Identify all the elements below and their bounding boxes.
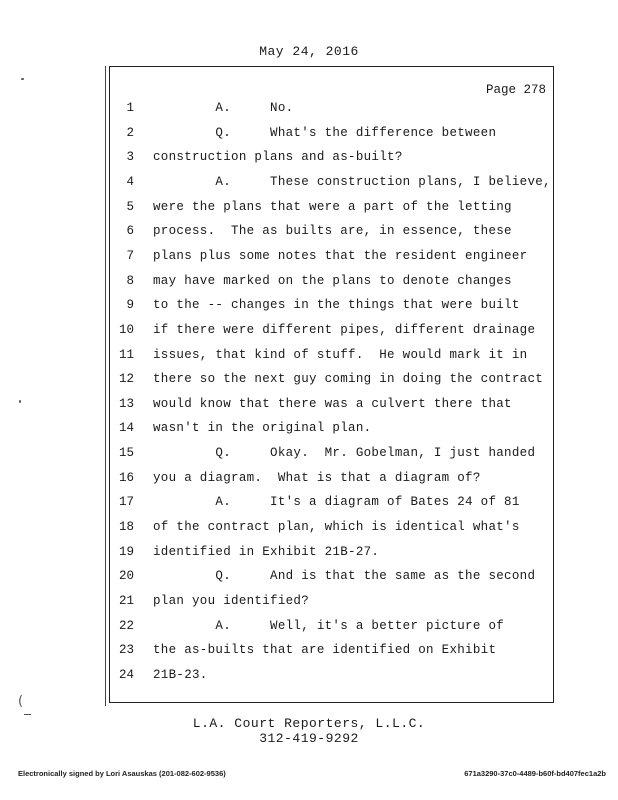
- transcript-line: Q. And is that the same as the second: [153, 569, 536, 583]
- transcript-line: wasn't in the original plan.: [153, 421, 372, 435]
- transcript-line: may have marked on the plans to denote changes: [153, 274, 512, 288]
- line-number: 15: [118, 446, 134, 460]
- electronic-signature: Electronically signed by Lori Asauskas (201-082-602-9536): [18, 769, 226, 778]
- transcript-line: A. No.: [153, 101, 294, 115]
- left-margin-rule: [105, 66, 106, 706]
- transcript-line: to the -- changes in the things that were built: [153, 298, 520, 312]
- transcript-line: would know that there was a culvert there that: [153, 397, 512, 411]
- transcript-line: you a diagram. What is that a diagram of?: [153, 471, 481, 485]
- line-number: 23: [118, 643, 134, 657]
- transcript-line: identified in Exhibit 21B-27.: [153, 545, 380, 559]
- transcript-line: were the plans that were a part of the letting: [153, 200, 512, 214]
- transcript-line: the as-builts that are identified on Exhibit: [153, 643, 497, 657]
- transcript-line: of the contract plan, which is identical what's: [153, 520, 520, 534]
- line-number: 13: [118, 397, 134, 411]
- line-number: 16: [118, 471, 134, 485]
- line-number: 21: [118, 594, 134, 608]
- line-number: 2: [126, 126, 134, 140]
- line-number: 1: [126, 101, 134, 115]
- line-number: 14: [118, 421, 134, 435]
- line-number: 4: [126, 175, 134, 189]
- court-reporter-name: L.A. Court Reporters, L.L.C.: [192, 716, 426, 731]
- line-number: 5: [126, 200, 134, 214]
- court-reporter-phone: 312-419-9292: [259, 731, 359, 746]
- line-number: 12: [118, 372, 134, 386]
- transcript-line: there so the next guy coming in doing the contract: [153, 372, 544, 386]
- scan-speck: [19, 400, 21, 403]
- line-number: 3: [126, 150, 134, 164]
- document-id: 671a3290-37c0-4489-b60f-bd407fec1a2b: [464, 769, 606, 778]
- line-number: 9: [126, 298, 134, 312]
- scan-speck: [21, 78, 24, 80]
- deposition-date: May 24, 2016: [259, 44, 359, 59]
- line-number: 10: [118, 323, 134, 337]
- line-number: 18: [118, 520, 134, 534]
- transcript-line: plans plus some notes that the resident engineer: [153, 249, 528, 263]
- transcript-line: Q. What's the difference between: [153, 126, 497, 140]
- line-number: 6: [126, 224, 134, 238]
- transcript-line: issues, that kind of stuff. He would mark it in: [153, 348, 528, 362]
- line-number: 7: [126, 249, 134, 263]
- line-number: 22: [118, 619, 134, 633]
- line-number: 17: [118, 495, 134, 509]
- transcript-line: plan you identified?: [153, 594, 310, 608]
- transcript-line: if there were different pipes, different drainage: [153, 323, 536, 337]
- transcript-line: construction plans and as-built?: [153, 150, 403, 164]
- transcript-line: Q. Okay. Mr. Gobelman, I just handed: [153, 446, 536, 460]
- scan-speck: [24, 714, 31, 715]
- line-number: 11: [118, 348, 134, 362]
- scan-margin-mark: (: [18, 694, 24, 709]
- line-number: 8: [126, 274, 134, 288]
- transcript-line: A. These construction plans, I believe,: [153, 175, 551, 189]
- transcript-line: A. Well, it's a better picture of: [153, 619, 505, 633]
- page-number: Page 278: [485, 83, 546, 97]
- transcript-line: A. It's a diagram of Bates 24 of 81: [153, 495, 520, 509]
- line-number: 24: [118, 668, 134, 682]
- transcript-line: process. The as builts are, in essence, these: [153, 224, 512, 238]
- transcript-line: 21B-23.: [153, 668, 208, 682]
- line-number: 19: [118, 545, 134, 559]
- line-number: 20: [118, 569, 134, 583]
